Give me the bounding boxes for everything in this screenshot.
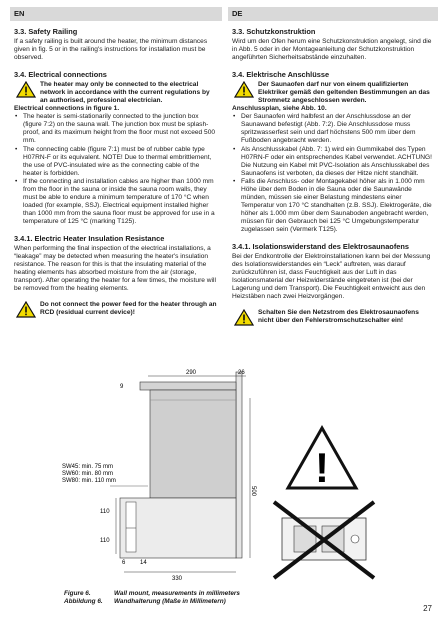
anschluss-list	[232, 113, 434, 234]
paragraph-schutzkonstruktion: Wird um den Ofen herum eine Schutzkonstruktion angelegt, sind die in Abb. 5 oder in der Montageanleitung der Schutzkonstruktion angeführten Sicherheitsabstände einzuhalten.	[232, 38, 432, 62]
heading-safety-railing: 3.3. Safety Railing	[14, 27, 78, 36]
german-column	[232, 27, 434, 329]
heading-elektrische-anschluesse: 3.4. Elektrische Anschlüsse	[232, 70, 330, 80]
heater-body	[150, 390, 236, 498]
mount-bracket	[120, 498, 236, 558]
caption-text-de: Wandhalterung (Maße in Millimetern)	[114, 598, 226, 605]
language-tab-de: DE	[228, 7, 438, 21]
warning-icon	[234, 309, 254, 326]
label-sw80: SW80: min. 110 mm	[62, 478, 116, 484]
heading-isolationswiderstand: 3.4.1. Isolationswiderstand des Elektrosaunaofens	[232, 242, 410, 252]
list-item: • If the connecting and installation cables are higher than 1000 mm from the floor in the sauna or inside the sauna room walls, they must be able to endure a minimum temperature of 170 °C when loaded (for example, SSJ). Electrical equipment installed higher than 1000 mm from the sauna floor must be approved for use in a temperature of 125 °C (marking T125).	[23, 178, 219, 226]
connections-list	[14, 113, 219, 226]
warning-elektriker: Der Saunaofen darf nur von einem qualifizierten Elektriker gemäß den geltenden Bestimmungen an das Stromnetz angeschlossen werden.	[232, 81, 434, 105]
list-item: • Der Saunaofen wird halbfest an der Anschlussdose an der Saunawand befestigt (Abb. 7:2). Die Anschlussdose muss spritzwasserfest sein und darf höchstens 500 mm über dem Fußboden angebracht werden.	[241, 113, 434, 145]
warning-icon	[16, 81, 36, 98]
caption-figure-en: Figure 6.	[64, 590, 91, 597]
label-sw45: SW45: min. 75 mm	[62, 464, 114, 470]
heading-electrical-connections: 3.4. Electrical connections	[14, 70, 107, 80]
warning-icon	[234, 81, 254, 98]
dim-110-lower: 110	[100, 538, 110, 544]
dim-500: 500	[250, 486, 256, 497]
dim-14: 14	[140, 560, 147, 566]
connections-title: Electrical connections in figure 1.	[14, 105, 120, 113]
dim-330: 330	[172, 576, 183, 582]
heading-schutzkonstruktion: 3.3. Schutzkonstruktion	[232, 27, 316, 36]
dim-110-upper: 110	[100, 509, 110, 515]
caution-triangle-icon	[288, 428, 356, 491]
mount-bracket-top	[140, 382, 236, 390]
english-column	[14, 27, 219, 321]
anschlussplan-title: Anschlussplan, siehe Abb. 10.	[232, 105, 327, 113]
warning-fehlerstrom: Schalten Sie den Netzstrom des Elektrosaunaofens nicht über den Fehlerstromschutzschalter ein!	[232, 309, 434, 329]
rcd-prohibited-icon	[274, 502, 374, 578]
wall-mount-figure	[60, 368, 440, 590]
dim-290: 290	[186, 370, 197, 376]
warning-rcd: Do not connect the power feed for the heater through an RCD (residual current device)!	[14, 301, 219, 321]
figure-caption	[64, 590, 240, 606]
exclamation-mark: !	[315, 444, 329, 491]
label-sw60: SW60: min. 80 mm	[62, 471, 114, 477]
paragraph-isolationswiderstand: Bei der Endkontrolle der Elektroinstallationen kann bei der Messung des Isolationswiderstandes ein “Leck” auftreten, was darauf zurückzuführen ist, dass Feuchtigkeit aus der Luft in das Isolationsmaterial der Heizwiderstände eingetreten ist (bei der Lagerung und dem Transport). Die Feuchtigkeit entweicht aus den Heizstäben nach zwei Heizvorgängen.	[232, 253, 431, 301]
dim-26: 26	[238, 370, 245, 376]
list-item: • The heater is semi-stationarily connected to the junction box (figure 7:2) on the sauna wall. The junction box must be splash-proof, and its maximum height from the floor must not exceed 500 mm.	[23, 113, 219, 145]
dim-9: 9	[120, 384, 124, 390]
sauna-wall	[236, 372, 242, 558]
dim-6: 6	[122, 560, 126, 566]
warning-electrician: The heater may only be connected to the electrical network in accordance with the current regulations by an authorised, professional electrician.	[14, 81, 219, 105]
language-tab-en: EN	[10, 7, 222, 21]
warning-icon	[16, 301, 36, 318]
caption-text-en: Wall mount, measurements in millimeters	[114, 590, 240, 597]
page-number: 27	[423, 604, 432, 613]
heading-insulation-resistance: 3.4.1. Electric Heater Insulation Resistance	[14, 233, 165, 243]
list-item: • Falls die Anschluss- oder Montagekabel höher als in 1.000 mm Höhe über dem Boden in die Sauna oder die Saunawände münden, müssen sie einer Belastung mindestens einer Temperatur von 170 °C standhalten (z.B. SSJ). Elektrogeräte, die höher als 1.000 mm über dem Saunaboden angebracht werden, müssen für den Gebrauch bei 125 °C Umgebungstemperatur zugelassen sein (Vermerk T125).	[241, 178, 434, 234]
list-item: • Als Anschlusskabel (Abb. 7: 1) wird ein Gummikabel des Typen H07RN-F oder ein entsprechendes Kabel verwendet. ACHTUNG! Die Nutzung ein Kabel mit PVC-Isolation als Anschlusskabel des Saunaofens ist verboten, da dieses der Hitze nicht standhält.	[241, 146, 434, 178]
paragraph-safety-railing: If a safety railing is built around the heater, the minimum distances given in fig. 5 or in the railing's instructions for installation must be observed.	[14, 38, 208, 62]
caption-figure-de: Abbildung 6.	[64, 598, 103, 605]
paragraph-insulation-resistance: When performing the final inspection of the electrical installations, a “leakage” may be detected when measuring the heater's insulation resistance. The reason for this is that the insulating material of the heating elements has absorbed moisture from the air (storage, transport). After operating the heater for a few times, the moisture will be removed from the heating elements.	[14, 244, 216, 293]
list-item: • The connecting cable (figure 7:1) must be of rubber cable type H07RN-F or its equivalent. NOTE! Due to thermal embrittlement, the use of PVC-insulated wire as the connecting cable of the heater is forbidden.	[23, 146, 219, 178]
